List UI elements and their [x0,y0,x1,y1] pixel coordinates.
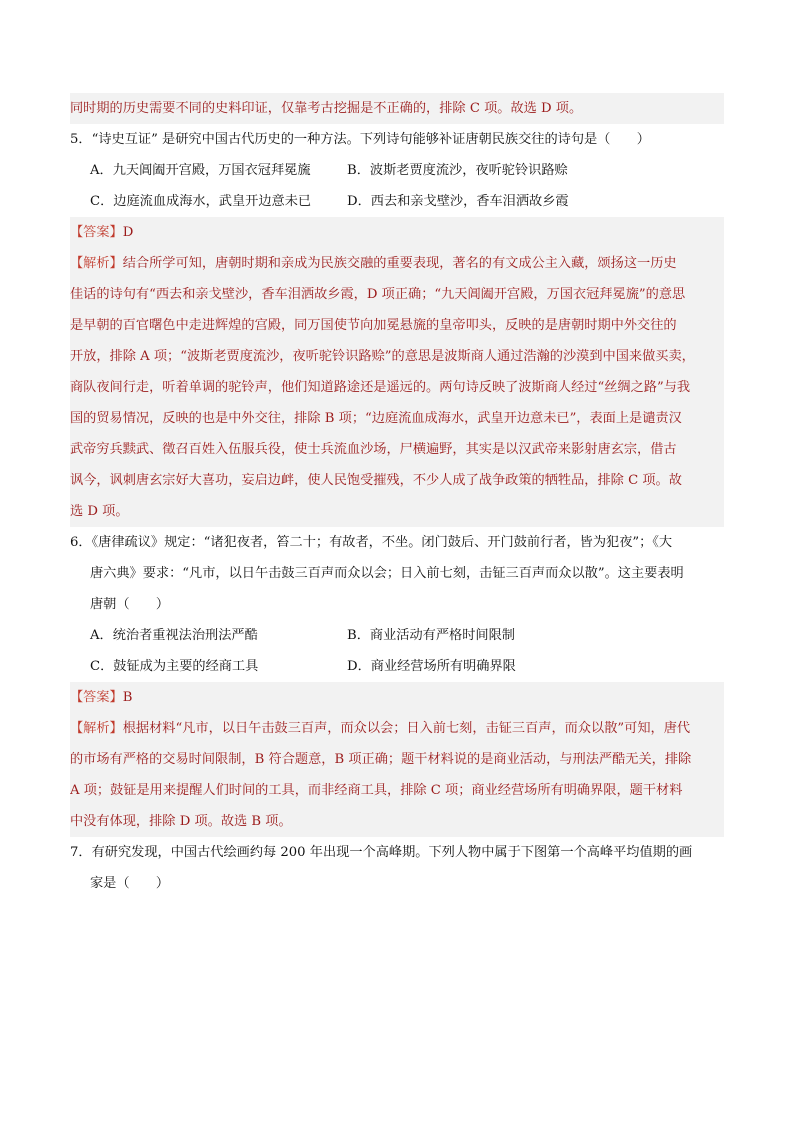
q6-answer-tag: 【答案】 [70,690,123,705]
q6-answer-value: B [122,690,133,705]
q5-analysis-line [70,248,724,279]
q5-answer-value: D [122,225,134,240]
q6-stem-line: 唐六典》要求：“凡市，以日午击鼓三百声而众以会；日入前七刻，击钲三百声而众以散”。这主要表明 [90,566,684,581]
q6-options-row-1 [70,620,724,651]
q5-option-a: A．九天阊阖开宫殿，万国衣冠拜冕旒 [90,163,311,178]
q5-analysis-line: 是早朝的百官曙色中走进辉煌的宫殿，同万国使节向加冕悬旒的皇帝叩头，反映的是唐朝时期中外交往的 [70,318,677,333]
q5-analysis-line: 商队夜间行走，听着单调的驼铃声，他们知道路途还是遥远的。两句诗反映了波斯商人经过“丝绸之路”与我 [70,380,691,395]
q5-analysis-line: 佳话的诗句有“西去和亲戈壁沙，香车泪洒故乡霞，D 项正确；“九天阊阖开宫殿，万国衣冠拜冕旒”的意思 [70,287,686,302]
q6-analysis-line: A 项；鼓钲是用来提醒人们时间的工具，而非经商工具，排除 C 项；商业经营场所有明确界限，题干材料 [70,783,683,798]
q5-stem: 5．“诗史互证” 是研究中国古代历史的一种方法。下列诗句能够补证唐朝民族交往的诗句是（ ） [70,132,650,147]
q5-options-row-2 [70,186,724,217]
q5-options-row-1 [70,155,724,186]
q5-analysis-text: 结合所学可知，唐朝时期和亲成为民族交融的重要表现，著名的有文成公主入藏，颂扬这一历史 [122,256,677,271]
q6-stem-line: 唐朝（ ） [90,597,170,612]
q5-analysis-line: 讽今，讽刺唐玄宗好大喜功，妄启边衅，使人民饱受摧残，不少人成了战争政策的牺牲品，排除 C 项。故 [70,473,682,488]
q5-option-b: B．波斯老贾度流沙，夜听驼铃识路赊 [347,163,568,178]
q6-analysis-line: 的市场有严格的交易时间限制，B 符合题意，B 项正确；题干材料说的是商业活动，与刑法严酷无关，排除 [70,752,692,767]
q6-analysis-line [70,713,724,744]
document-page [70,93,724,899]
q5-answer-tag: 【答案】 [70,225,123,240]
q6-stem-line: 6．《唐律疏议》规定：“诸犯夜者，笞二十；有故者，不坐。闭门鼓后、开门鼓前行者，皆为犯夜”；《大 [70,535,673,550]
q5-analysis-line: 武帝穷兵黩武、徵召百姓入伍服兵役，使士兵流血沙场，尸横遍野，其实是以汉武帝来影射唐玄宗，借古 [70,442,677,457]
q5-analysis-tag: 【解析】 [70,256,123,271]
q6-analysis-text: 根据材料“凡市，以日午击鼓三百声，而众以会；日入前七刻，击钲三百声，而众以散”可知，唐代 [122,721,691,736]
q5-answer [70,217,724,248]
q5-analysis [70,248,724,527]
q5-option-d: D．西去和亲戈壁沙，香车泪洒故乡霞 [347,194,569,209]
q5-analysis-line: 国的贸易情况，反映的也是中外交往，排除 B 项；“边庭流血成海水，武皇开边意未已”，表面上是谴责汉 [70,411,682,426]
q6-analysis-tag: 【解析】 [70,721,123,736]
q7-stem-line: 家是（ ） [90,876,170,891]
q6-answer [70,682,724,713]
q5-option-c: C．边庭流血成海水，武皇开边意未已 [90,194,312,209]
q6-options-row-2 [70,651,724,682]
q5-analysis-line: 选 D 项。 [70,504,129,519]
q5-analysis-line: 开放，排除 A 项；“波斯老贾度流沙，夜听驼铃识路赊”的意思是波斯商人通过浩瀚的沙漠到中国来做买卖， [70,349,695,364]
q6-analysis [70,713,724,837]
q6-analysis-line: 中没有体现，排除 D 项。故选 B 项。 [70,814,292,829]
q4-analysis-tail: 同时期的历史需要不同的史料印证，仅靠考古挖掘是不正确的，排除 C 项。故选 D 项。 [70,93,724,124]
q7-stem-line: 7．有研究发现，中国古代绘画约每 200 年出现一个高峰期。下列人物中属于下图第一个高峰平均值期的画 [70,845,693,860]
q6-option-d: D．商业经营场所有明确界限 [347,659,516,674]
q6-option-c: C．鼓钲成为主要的经商工具 [90,659,259,674]
q6-option-b: B．商业活动有严格时间限制 [347,628,515,643]
q6-option-a: A．统治者重视法治刑法严酷 [90,628,258,643]
